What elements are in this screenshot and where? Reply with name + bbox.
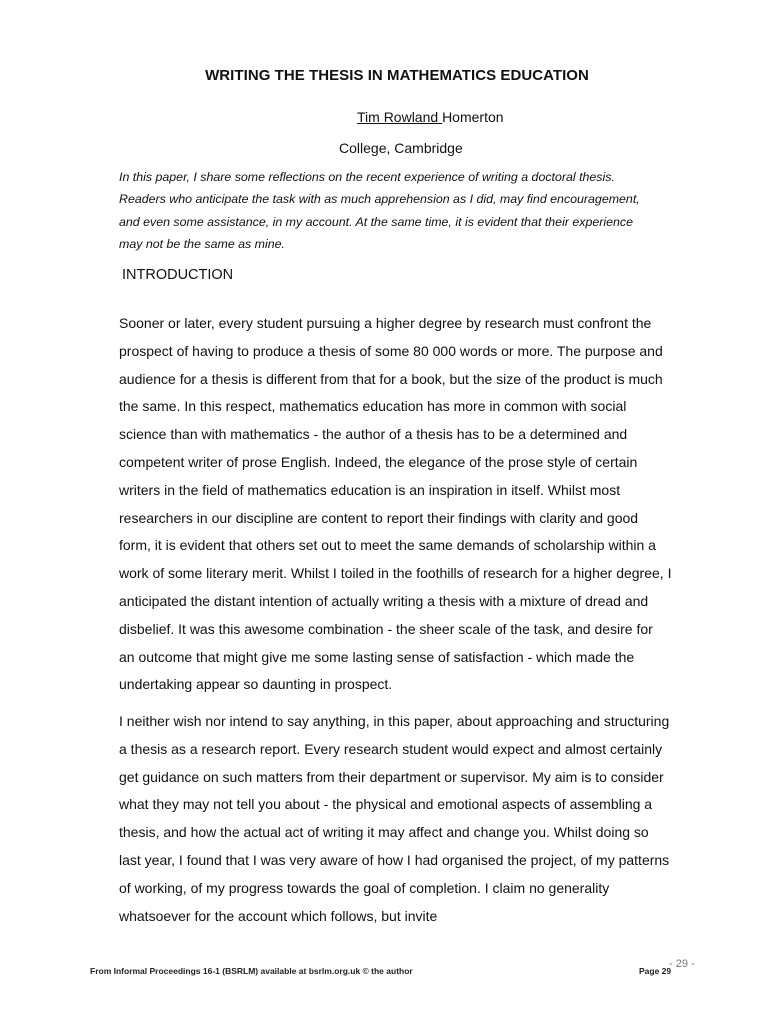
paragraph-line: work of some literary merit. Whilst I toiled in the foothills of research for a higher degree, I	[119, 565, 672, 582]
paragraph-line: undertaking appear so daunting in prospect.	[119, 676, 393, 693]
paragraph-line: I neither wish nor intend to say anything, in this paper, about approaching and structuring	[119, 713, 670, 729]
paragraph-line: the same. In this respect, mathematics education has more in common with social	[119, 398, 627, 415]
paragraph-line: Sooner or later, every student pursuing a higher degree by research must confront the	[119, 315, 652, 331]
author-name: Tim Rowland	[357, 109, 443, 125]
affiliation-line: College, Cambridge	[339, 140, 463, 156]
paragraph-line: science than with mathematics - the author of a thesis has to be a determined and	[119, 426, 628, 443]
paragraph-line: anticipated the distant intention of actually writing a thesis with a mixture of dread and	[119, 592, 649, 609]
paragraph-line: of working, of my progress towards the goal of completion. I claim no generality	[119, 879, 610, 896]
paragraph-line: writers in the field of mathematics education is an inspiration in itself. Whilst most	[119, 481, 621, 498]
paragraph-line: competent writer of prose English. Indeed, the elegance of the prose style of certain	[119, 453, 638, 470]
paragraph-line: audience for a thesis is different from that for a book, but the size of the product is much	[119, 370, 663, 387]
paragraph-line: what they may not tell you about - the physical and emotional aspects of assembling a	[119, 796, 653, 813]
paragraph-line: a thesis as a research report. Every research student would expect and almost certainly	[119, 740, 663, 757]
paragraph-line: get guidance on such matters from their department or supervisor. My aim is to consider	[119, 768, 664, 785]
abstract-line: and even some assistance, in my account. At the same time, it is evident that their experience	[119, 214, 634, 229]
abstract	[119, 166, 679, 255]
footer-source: From Informal Proceedings 16-1 (BSRLM) available at bsrlm.org.uk © the author	[90, 966, 413, 976]
paragraph-line: thesis, and how the actual act of writing it may affect and change you. Whilst doing so	[119, 824, 649, 841]
author-line	[357, 109, 504, 125]
abstract-line: may not be the same as mine.	[119, 236, 285, 251]
abstract-line: In this paper, I share some reflections on the recent experience of writing a doctoral thesis.	[119, 170, 615, 184]
body-paragraph-1	[119, 310, 689, 699]
abstract-line: Readers who anticipate the task with as much apprehension as I did, may find encouragement,	[119, 192, 640, 207]
paragraph-line: form, it is evident that others set out to meet the same demands of scholarship within a	[119, 537, 656, 554]
paragraph-line: disbelief. It was this awesome combination - the sheer scale of the task, and desire for	[119, 620, 653, 637]
paragraph-line: whatsoever for the account which follows, but invite	[119, 907, 438, 924]
author-affiliation-start: Homerton	[442, 109, 504, 125]
footer-page-number: Page 29	[639, 966, 672, 976]
page-number-stamp: - 29 -	[669, 958, 695, 970]
paragraph-line: prospect of having to produce a thesis of some 80 000 words or more. The purpose and	[119, 342, 663, 359]
body-paragraph-2	[119, 708, 689, 930]
section-heading-introduction: INTRODUCTION	[122, 267, 234, 283]
paragraph-line: an outcome that might give me some lasting sense of satisfaction - which made the	[119, 648, 635, 665]
document-title: WRITING THE THESIS IN MATHEMATICS EDUCATION	[205, 67, 589, 84]
paragraph-line: last year, I found that I was very aware of how I had organised the project, of my patterns	[119, 851, 670, 868]
paragraph-line: researchers in our discipline are content to report their findings with clarity and good	[119, 509, 639, 526]
